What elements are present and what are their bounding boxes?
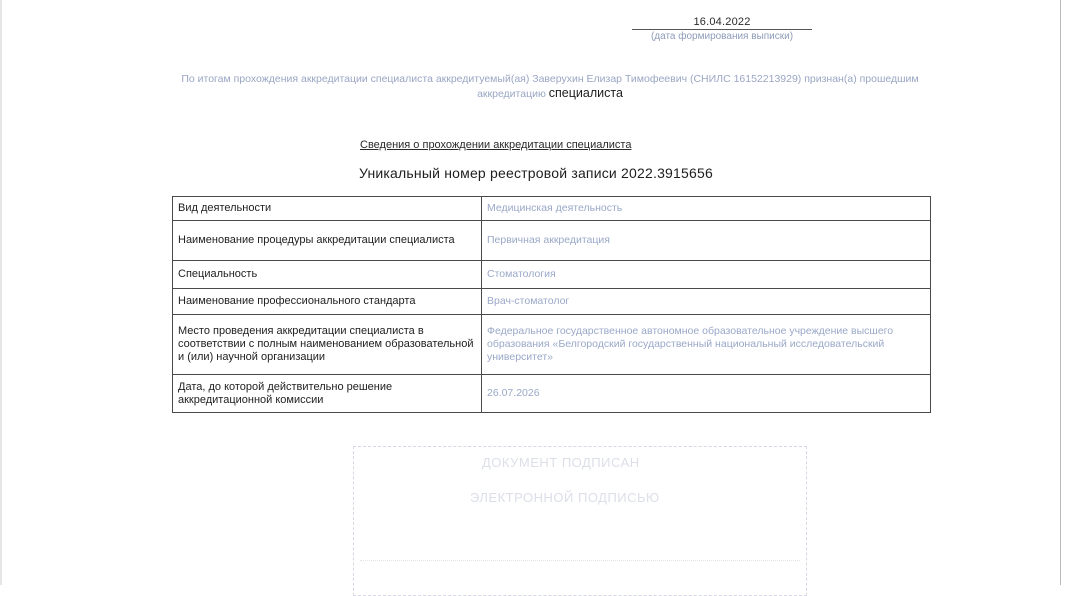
row-label: Специальность [173,261,482,289]
row-value: Медицинская деятельность [482,197,931,221]
intro-paragraph [150,72,950,101]
issue-date: 16.04.2022 [632,16,812,30]
issue-date-caption: (дата формирования выписки) [650,31,794,42]
page-edge-left [0,0,2,585]
table-row [173,197,931,221]
row-value: Стоматология [482,261,931,289]
stamp-text-electronic: ЭЛЕКТРОННОЙ ПОДПИСЬЮ [470,490,660,505]
table-row [173,261,931,289]
row-label: Место проведения аккредитации специалиста в соответствии с полным наименованием образовательной и (или) научной организации [173,315,482,375]
row-value: Федеральное государственное автономное образовательное учреждение высшего образования «Белгородский государственный национальный исследовательский университет» [482,315,931,375]
row-value: Врач-стоматолог [482,289,931,315]
section-title: Сведения о прохождении аккредитации специалиста [360,139,632,151]
table-row [173,289,931,315]
intro-dark-text: специалиста [548,86,623,100]
table-row [173,375,931,413]
registry-number-line: Уникальный номер реестровой записи 2022.3915656 [359,165,713,181]
intro-faint-text: По итогам прохождения аккредитации специалиста аккредитуемый(ая) Заверухин Елизар Тимофеевич (СНИЛС 1615221392​9) признан(а) прошедшим аккредитацию [181,73,919,100]
row-value: Первичная аккредитация [482,221,931,261]
row-label: Дата, до которой действительно решение аккредитационной комиссии [173,375,482,413]
table-row [173,315,931,375]
row-value: 26.07.2026 [482,375,931,413]
table-row [173,221,931,261]
page-edge-right [1060,0,1061,585]
row-label: Наименование профессионального стандарта [173,289,482,315]
stamp-text-signed: ДОКУМЕНТ ПОДПИСАН [482,455,640,470]
row-label: Вид деятельности [173,197,482,221]
accreditation-table [172,196,931,413]
row-label: Наименование процедуры аккредитации специалиста [173,221,482,261]
date-block [632,16,812,42]
stamp-faint-line [360,560,800,569]
